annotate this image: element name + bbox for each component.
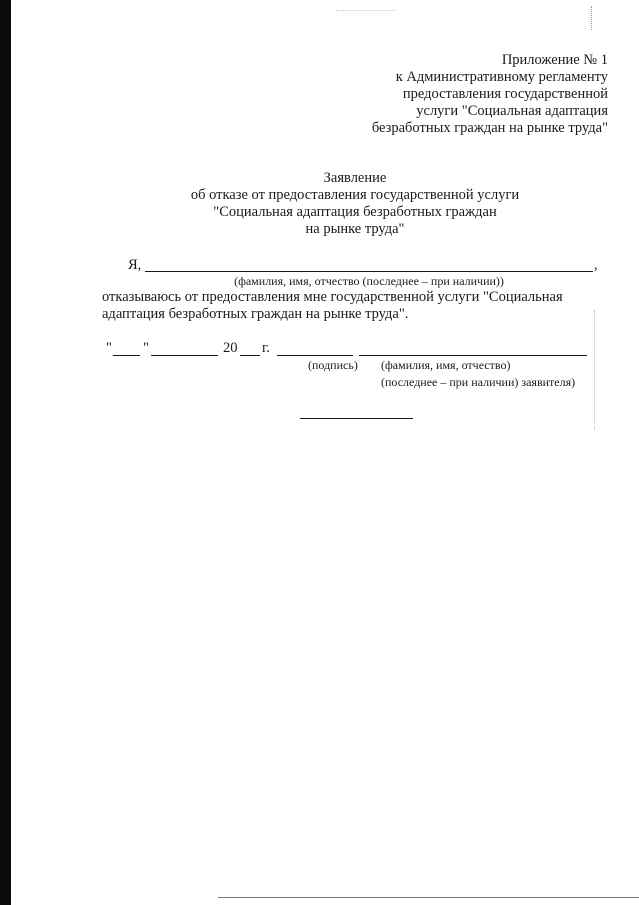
scan-right-tick xyxy=(591,6,593,30)
scan-bottom-edge xyxy=(218,897,639,898)
scan-left-edge xyxy=(0,0,11,905)
scan-right-specks xyxy=(594,310,597,430)
applicant-comma: , xyxy=(594,257,598,273)
date-month-field[interactable] xyxy=(151,355,218,356)
i-label: Я, xyxy=(128,257,142,273)
annex-line-5: безработных граждан на рынке труда" xyxy=(371,120,608,136)
scan-top-specks xyxy=(336,10,396,13)
closing-divider xyxy=(300,418,413,419)
refusal-line-1: отказываюсь от предоставления мне государственной услуги "Социальная xyxy=(102,289,563,305)
applicant-fio-hint: (фамилия, имя, отчество (последнее – при наличии)) xyxy=(234,274,504,288)
date-quote-close: " xyxy=(143,340,149,356)
title-line-3: "Социальная адаптация безработных граждан xyxy=(213,204,497,220)
refusal-line-2: адаптация безработных граждан на рынке труда". xyxy=(102,306,409,322)
annex-line-1: Приложение № 1 xyxy=(501,52,608,68)
title-line-1: Заявление xyxy=(323,170,387,186)
date-year-prefix: 20 xyxy=(223,340,238,356)
signature-hint: (подпись) xyxy=(308,358,358,372)
applicant-fullname-field[interactable] xyxy=(359,355,587,356)
fullname-hint-line-2: (последнее – при наличии) заявителя) xyxy=(381,375,576,389)
title-line-4: на рынке труда" xyxy=(305,221,405,237)
date-year-field[interactable] xyxy=(240,355,260,356)
title-line-2: об отказе от предоставления государственной услуги xyxy=(190,187,520,203)
fullname-hint-line-1: (фамилия, имя, отчество) xyxy=(381,358,511,372)
date-day-field[interactable] xyxy=(113,355,140,356)
date-quote-open: " xyxy=(106,340,112,356)
signature-field[interactable] xyxy=(277,355,353,356)
annex-line-4: услуги "Социальная адаптация xyxy=(416,103,608,119)
annex-line-3: предоставления государственной xyxy=(402,86,608,102)
annex-line-2: к Административному регламенту xyxy=(395,69,608,85)
applicant-name-field[interactable] xyxy=(145,271,593,272)
date-year-suffix: г. xyxy=(262,340,270,356)
